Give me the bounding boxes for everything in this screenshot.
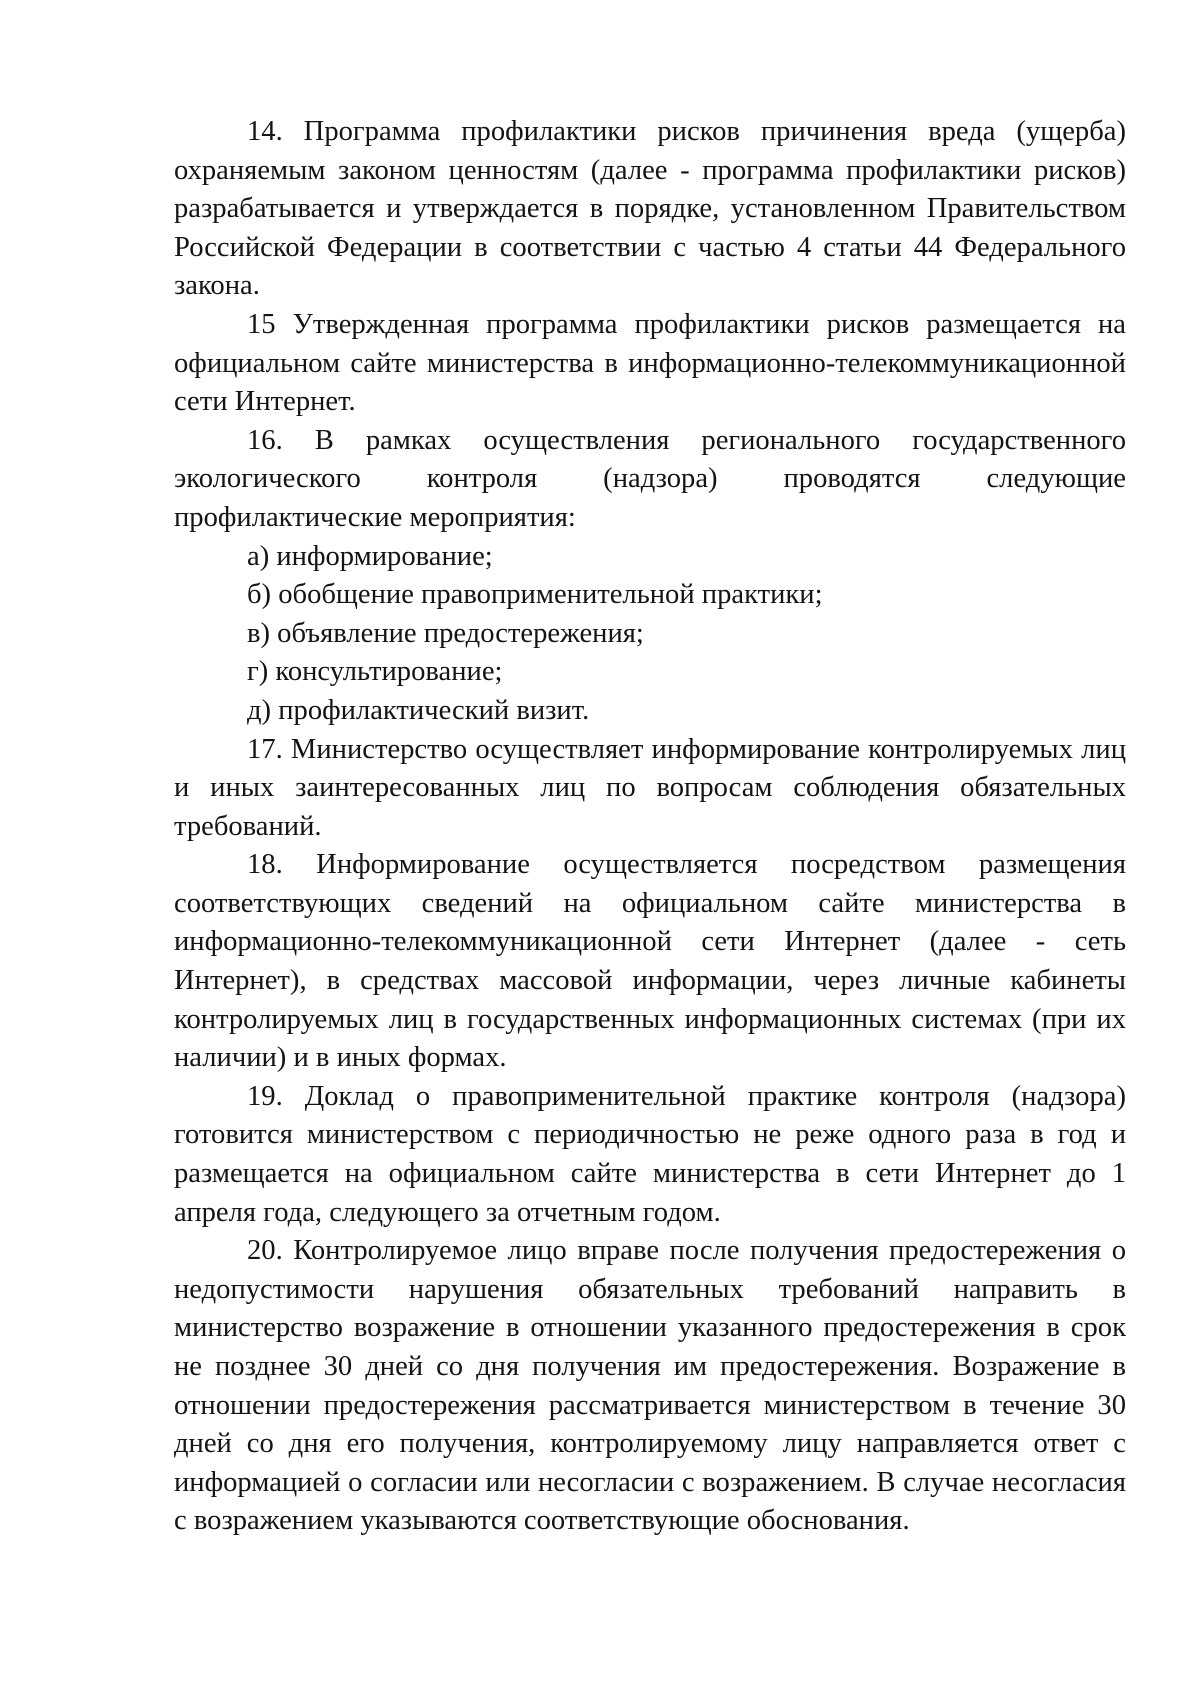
list-item-informing: а) информирование;: [247, 540, 493, 572]
paragraph-20: 20. Контролируемое лицо вправе после получения предостережения о недопустимости нарушения обязательных требований направить в министерство возражение в отношении указанного предостережения в срок не позднее 30 дней со дня получения им предостережения. Возражение в отношении предостережения рассматривается министерством в течение 30 дней со дня его получения, контролируемому лицу направляется ответ с информацией о согласии или несогласии с возражением. В случае несогласия с возражением указываются соответствующие обоснования.: [174, 1235, 1126, 1537]
list-item-warning: в) объявление предостережения;: [247, 617, 644, 649]
paragraph-18: 18. Информирование осуществляется посредством размещения соответствующих сведений на официальном сайте министерства в информационно-телекоммуникационной сети Интернет (далее - сеть Интернет), в средствах массовой информации, через личные кабинеты контролируемых лиц в государственных информационных системах (при их наличии) и в иных формах.: [174, 849, 1126, 1074]
list-item-generalization: б) обобщение правоприменительной практики;: [247, 579, 823, 611]
paragraph-17: 17. Министерство осуществляет информирование контролируемых лиц и иных заинтересованных лиц по вопросам соблюдения обязательных требований.: [174, 733, 1126, 842]
list-item-preventive-visit: д) профилактический визит.: [247, 694, 590, 726]
list-item-consulting: г) консультирование;: [247, 656, 503, 688]
paragraph-16: 16. В рамках осуществления регионального государственного экологического контроля (надзора) проводятся следующие профилактические мероприятия:: [174, 424, 1126, 533]
document-body: [174, 113, 1126, 1541]
paragraph-19: 19. Доклад о правоприменительной практике контроля (надзора) готовится министерством с периодичностью не реже одного раза в год и размещается на официальном сайте министерства в сети Интернет до 1 апреля года, следующего за отчетным годом.: [174, 1080, 1126, 1228]
paragraph-14: 14. Программа профилактики рисков причинения вреда (ущерба) охраняемым законом ценностям (далее - программа профилактики рисков) разрабатывается и утверждается в порядке, установленном Правительством Российской Федерации в соответствии с частью 4 статьи 44 Федерального закона.: [174, 116, 1126, 302]
paragraph-15: 15 Утвержденная программа профилактики рисков размещается на официальном сайте министерства в информационно-телекоммуникационной сети Интернет.: [174, 308, 1126, 418]
